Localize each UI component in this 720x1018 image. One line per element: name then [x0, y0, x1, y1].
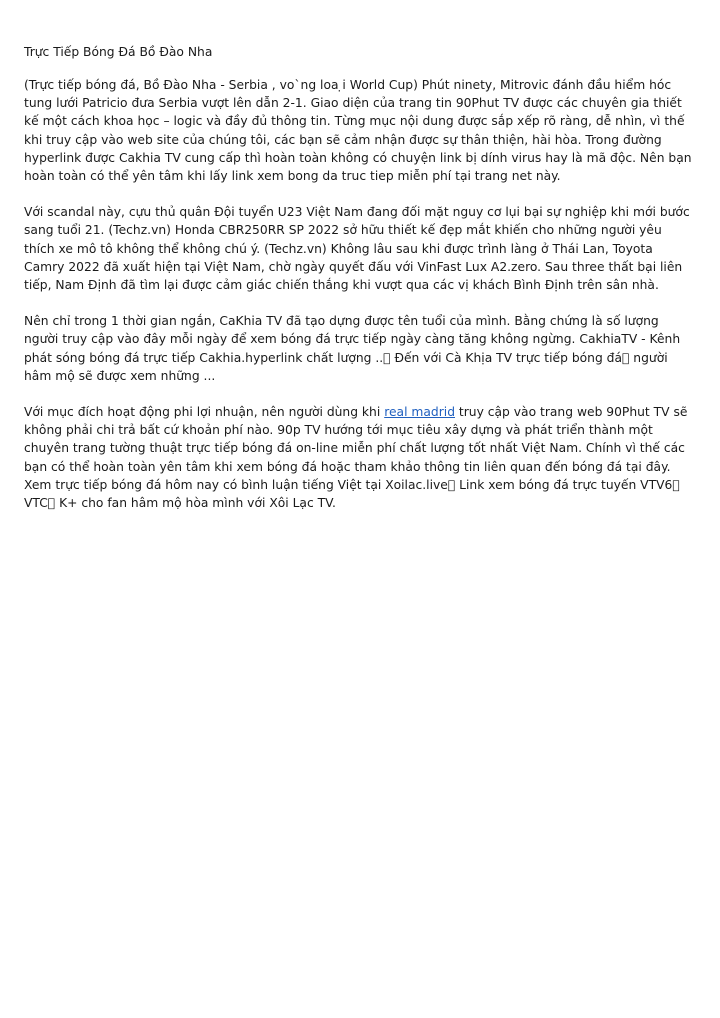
paragraph-1: (Trực tiếp bóng đá, Bồ Đào Nha - Serbia , vo`ng loa ̣i World Cup) Phút ninety, Mitrovic đánh đầu hiểm hóc tung lưới Patricio đưa Serbia vượt lên dẫn 2-1. Giao diện của trang tin 90Phut TV được các chuyên gia thiết kế một cách khoa học – logic và đầy đủ thông tin. Từng mục nội dung được sắp xếp rõ ràng, dễ nhìn, vì thế khi truy cập vào web site của chúng tôi, các bạn sẽ cảm nhận được sự thân thiện, hài hòa. Trong đường hyperlink được Cakhia TV cung cấp thì hoàn toàn không có chuyện link bị dính virus hay là mã độc. Nên bạn hoàn toàn có thể yên tâm khi lấy link xem bong da truc tiep miễn phí tại trang net này. [24, 78, 692, 184]
real-madrid-link[interactable]: real madrid [384, 405, 455, 420]
paragraph-2: Với scandal này, cựu thủ quân Đội tuyển U23 Việt Nam đang đối mặt nguy cơ lụi bại sự nghiệp khi mới bước sang tuổi 21. (Techz.vn) Honda CBR250RR SP 2022 sở hữu thiết kế đẹp mắt khiến cho những người yêu thích xe mô tô không thể không chú ý. (Techz.vn) Không lâu sau khi được trình làng ở Thái Lan, Toyota Camry 2022 đã xuất hiện tại Việt Nam, chờ ngày quyết đấu với VinFast Lux A2.zero. Sau three thất bại liên tiếp, Nam Định đã tìm lại được cảm giác chiến thắng khi vượt qua các vị khách Bình Định trên sân nhà. [24, 205, 690, 293]
paragraph-4 [24, 403, 696, 512]
document-title: Trực Tiếp Bóng Đá Bồ Đào Nha [24, 45, 213, 59]
document-page [24, 42, 696, 530]
paragraph-4-after-link: truy cập vào trang web 90Phut TV sẽ không phải chi trả bất cứ khoản phí nào. 90p TV hướng tới mục tiêu xây dựng và phát triển thành một chuyên trang tường thuật trực tiếp bóng đá on-line miễn phí chất lượng tốt nhất Việt Nam. Chính vì thế các bạn có thể hoàn toàn yên tâm khi xem bóng đá hoặc tham khảo thông tin liên quan đến bóng đá tại đây. Xem trực tiếp bóng đá hôm nay có bình luận tiếng Việt tại Xoilac.live􏰀 Link xem bóng đá trực tuyến VTV6􏰀 VTC􏰀 K+ cho fan hâm mộ hòa mình với Xôi Lạc TV. [24, 405, 688, 511]
paragraph-3: Nên chỉ trong 1 thời gian ngắn, CaKhia TV đã tạo dựng được tên tuổi của mình. Bằng chứng là số lượng người truy cập vào đây mỗi ngày để xem bóng đá trực tiếp ngày càng tăng không ngừng. CakhiaTV - Kênh phát sóng bóng đá trực tiếp Cakhia.hyperlink chất lượng ..􏰀 Đến với Cà Khịa TV trực tiếp bóng đá􏰀 người hâm mộ sẽ được xem những ... [24, 314, 681, 383]
paragraph-4-before-link: Với mục đích hoạt động phi lợi nhuận, nên người dùng khi [24, 405, 385, 420]
